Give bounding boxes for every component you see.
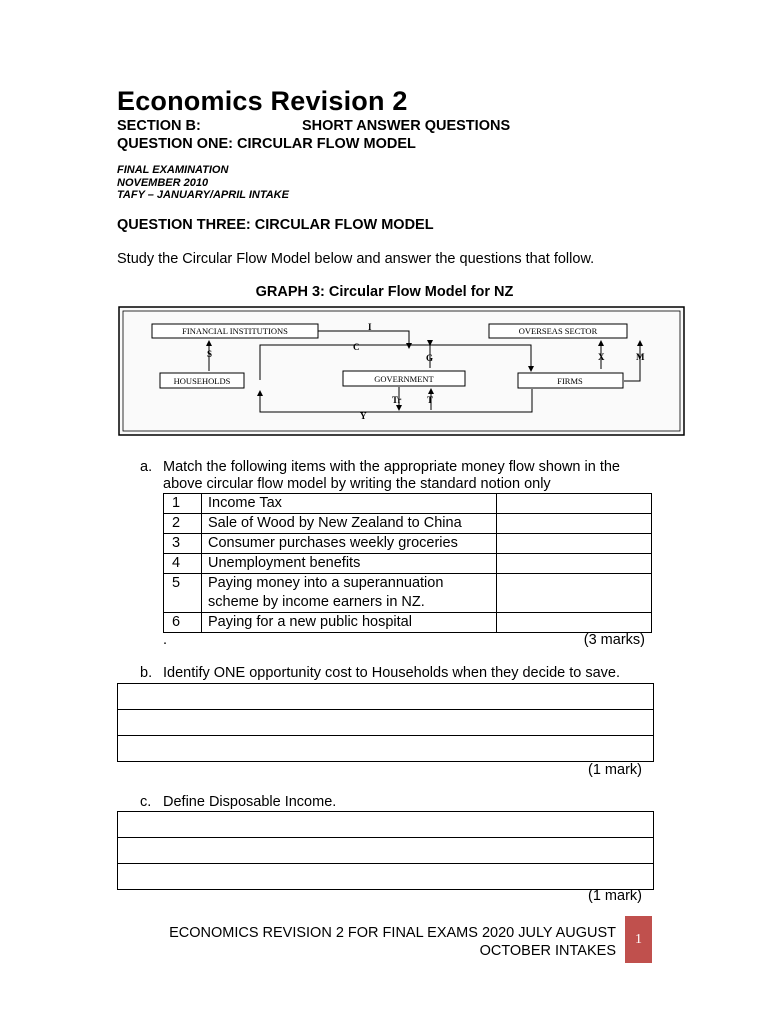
table-row [164, 554, 652, 574]
answer-cell[interactable] [497, 514, 652, 534]
row-item-line: Paying money into a superannuation [208, 575, 444, 591]
table-row [164, 494, 652, 514]
exam-info-line: TAFY – JANUARY/APRIL INTAKE [117, 189, 289, 201]
answer-cell[interactable] [497, 574, 652, 613]
row-number: 5 [164, 574, 202, 613]
circular-flow-diagram [117, 305, 686, 438]
graph-title: GRAPH 3: Circular Flow Model for NZ [255, 284, 514, 300]
row-number: 1 [164, 494, 202, 514]
question-one-heading: QUESTION ONE: CIRCULAR FLOW MODEL [117, 136, 416, 152]
svg-text:HOUSEHOLDS: HOUSEHOLDS [173, 376, 231, 386]
flow-label-tr: Tr [392, 395, 402, 405]
row-number: 2 [164, 514, 202, 534]
part-b-answer-box[interactable] [117, 683, 654, 762]
question-three-heading: QUESTION THREE: CIRCULAR FLOW MODEL [117, 217, 434, 233]
government-box [343, 371, 465, 386]
financial-institutions-box [152, 324, 318, 338]
part-b-text: Identify ONE opportunity cost to Households when they decide to save. [163, 665, 621, 681]
flow-label-t: T [427, 395, 434, 405]
match-table [163, 493, 652, 633]
svg-text:FINANCIAL INSTITUTIONS: FINANCIAL INSTITUTIONS [182, 326, 288, 336]
footer-text [169, 924, 616, 960]
flow-label-m: M [636, 352, 645, 362]
part-c-text: Define Disposable Income. [163, 794, 337, 810]
part-a-text: Match the following items with the appropriate money flow shown in the [163, 459, 620, 475]
instruction-text: Study the Circular Flow Model below and answer the questions that follow. [117, 251, 595, 267]
page-number-badge: 1 [625, 916, 652, 963]
answer-line[interactable] [118, 710, 653, 736]
row-item: Income Tax [202, 494, 497, 514]
section-label: SECTION B: [117, 118, 201, 134]
row-item-line: scheme by income earners in NZ. [208, 594, 425, 610]
answer-line[interactable] [118, 684, 653, 710]
flow-label-y: Y [360, 411, 367, 421]
answer-line[interactable] [118, 838, 653, 864]
overseas-sector-box [489, 324, 627, 338]
trailing-dot: . [163, 632, 168, 648]
flow-label-g: G [426, 353, 434, 363]
table-row [164, 534, 652, 554]
households-box [160, 373, 244, 388]
exam-info-line: NOVEMBER 2010 [117, 177, 209, 189]
part-c-marks: (1 mark) [588, 888, 642, 904]
svg-text:FIRMS: FIRMS [557, 376, 583, 386]
row-number: 3 [164, 534, 202, 554]
part-b-label: b. [140, 665, 153, 681]
flow-label-c: C [353, 342, 360, 352]
row-item: Paying for a new public hospital [202, 613, 497, 633]
answer-line[interactable] [118, 812, 653, 838]
answer-cell[interactable] [497, 534, 652, 554]
answer-line[interactable] [118, 864, 653, 889]
part-c-answer-box[interactable] [117, 811, 654, 890]
part-b-marks: (1 mark) [588, 762, 642, 778]
flow-label-i: I [368, 322, 372, 332]
svg-text:GOVERNMENT: GOVERNMENT [374, 374, 434, 384]
table-row [164, 613, 652, 633]
firms-box [518, 373, 623, 388]
answer-line[interactable] [118, 736, 653, 761]
row-item [202, 574, 497, 613]
document-title: Economics Revision 2 [117, 86, 408, 116]
row-item: Consumer purchases weekly groceries [202, 534, 497, 554]
table-row [164, 574, 652, 613]
table-row [164, 514, 652, 534]
answer-cell[interactable] [497, 554, 652, 574]
exam-info-line: FINAL EXAMINATION [117, 164, 229, 176]
part-a-label: a. [140, 459, 153, 475]
flow-label-x: X [598, 352, 605, 362]
answer-cell[interactable] [497, 613, 652, 633]
footer-line: ECONOMICS REVISION 2 FOR FINAL EXAMS 2020 JULY AUGUST [169, 925, 616, 941]
part-a-marks: (3 marks) [583, 632, 645, 648]
row-number: 6 [164, 613, 202, 633]
footer-line: OCTOBER INTAKES [479, 943, 616, 959]
part-c-label: c. [140, 794, 152, 810]
row-item: Sale of Wood by New Zealand to China [202, 514, 497, 534]
flow-label-s: S [207, 349, 213, 359]
answer-cell[interactable] [497, 494, 652, 514]
row-number: 4 [164, 554, 202, 574]
row-item: Unemployment benefits [202, 554, 497, 574]
part-a-text: above circular flow model by writing the standard notion only [163, 476, 551, 492]
svg-text:OVERSEAS SECTOR: OVERSEAS SECTOR [518, 326, 598, 336]
section-type: SHORT ANSWER QUESTIONS [302, 118, 511, 134]
